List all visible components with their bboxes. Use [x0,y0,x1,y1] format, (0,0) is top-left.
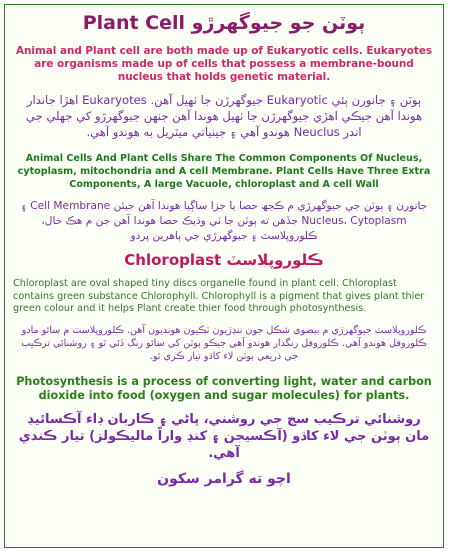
chloroplast-heading: Chloroplast ڪلوروپلاسٽ [124,251,324,269]
signature-text: اچو ته گرامر سکون [157,470,291,487]
chloroplast-english-paragraph: Chloroplast are oval shaped tiny discs organelle found in plant cell. Chloroplast contains green substance Chlorophyll. Chlorophyll is a pigment that gives plant thier green colour and it helps Plant create thier food through photosynthesis. [13,278,425,314]
components-sindhi-paragraph: جانورن ۽ ٻوٽن جي جيوگهرڙي م ڪجھ حصا يا جزا ساڳيا هوندا آهن جيئن Cell Membrane ۽ Nucleus، Cytoplasm جڏهن ته ٻوٽن جا ٽي وڌيڪ حصا هوندا آهن جن م هڪ خال، ڪلوروپلاسٽ ۽ جيوگهرڙي جي ٻاهرين پردو [20,200,428,242]
photosynthesis-sindhi-paragraph: روشنائي ترڪيب سج جي روشني، پاڻي ۽ ڪاربان ڊاء آڪسائيڊ مان ٻوٽن جي لاء کاڌو (آڪسيجن ۽ کنڊ واراً ماليڪولز) تيار ڪندي آهي. [18,411,430,461]
components-english-paragraph: Animal Cells And Plant Cells Share The Common Components Of Nucleus, cytoplasm, mitochondria and A cell Membrane. Plant Cells Have Three Extra Components, A large Vacuole, chloroplast and A cell Wall [17,153,431,190]
intro-sindhi-paragraph: ٻوٽن ۽ جانورن ٻئي Eukaryotic جيوگهرڙن جا ٺهيل آهن. Eukaryotes اهڙا جاندار هوندا آهن جيڪي اهڙي جيوگهرڙن جا ٺهيل هوندا آهن جنهن جيوگهرڙو کي جهلي جي اندر Neuclus هوندو آهي ۽ جينياتي ميٽريل به هوندو آهي. [25,93,423,139]
photosynthesis-english-paragraph: Photosynthesis is a process of converting light, water and carbon dioxide into food (oxygen and sugar molecules) for plants. [16,374,432,402]
document-frame [4,4,444,548]
chloroplast-sindhi-paragraph: ڪلوروپلاسٽ جيوگهرڙي م بيضوي شڪل جون ننڍڙيون ٽڪيون هونديون آهن. ڪلوروپلاسٽ م سائو مادو ڪلوروفل هوندو آهي. ڪلوروفل رنگدار هوندو آهي جيڪو ٻوٽن کي سائو رنگ ڏئي ٿو ۽ روشنائي ترڪيب جي ذريعي ٻوٽن لاء کاڌو تيار ڪري ٿو. [21,324,427,362]
intro-english-paragraph: Animal and Plant cell are both made up of Eukaryotic cells. Eukaryotes are organisms made up of cells that possess a membrane-bound nucleus that holds genetic material. [15,45,433,83]
page-title: Plant Cell ٻوٽن جو جيوگهرڙو [82,12,366,34]
